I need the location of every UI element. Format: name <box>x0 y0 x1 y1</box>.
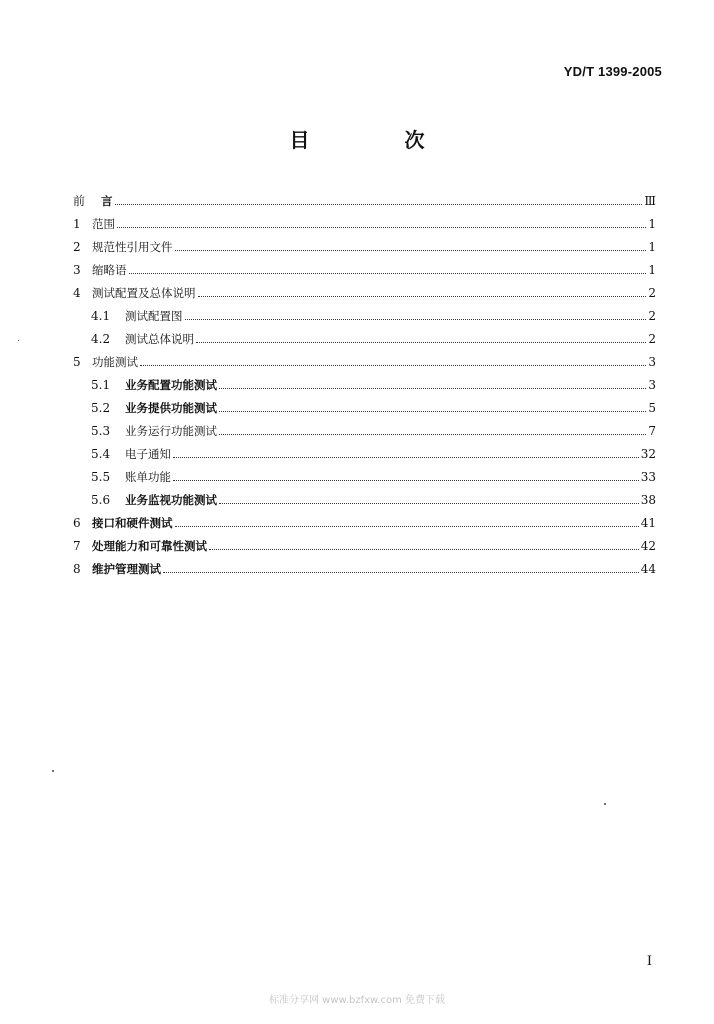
toc-entry[interactable] <box>73 212 656 235</box>
toc-entry-page: 2 <box>648 308 656 323</box>
toc-dot-leader <box>163 572 639 573</box>
toc-entry[interactable] <box>91 304 656 327</box>
scan-speck <box>604 803 606 805</box>
toc-entry[interactable] <box>91 488 656 511</box>
toc-entry[interactable] <box>91 465 656 488</box>
toc-entry-number: 2 <box>73 239 81 254</box>
toc-entry-page: 2 <box>648 285 656 300</box>
toc-entry[interactable] <box>73 557 656 580</box>
toc-entry-title: 规范性引用文件 <box>92 239 173 254</box>
toc-entry-title: 电子通知 <box>125 446 171 461</box>
toc-dot-leader <box>198 296 647 297</box>
toc-dot-leader <box>219 388 646 389</box>
toc-entry-page: 41 <box>640 515 656 530</box>
toc-entry[interactable] <box>91 442 656 465</box>
toc-entry-number: 4 <box>73 285 81 300</box>
toc-entry-title: 言 <box>101 193 113 208</box>
toc-entry-title: 业务监视功能测试 <box>125 492 217 507</box>
watermark-text: 标准分享网 www.bzfxw.com 免费下载 <box>269 995 445 1006</box>
toc-entry-page: 1 <box>648 216 656 231</box>
toc-entry-title: 测试配置图 <box>125 308 183 323</box>
toc-entry-number: 3 <box>73 262 81 277</box>
toc-entry-number: 6 <box>73 515 81 530</box>
toc-dot-leader <box>196 342 646 343</box>
toc-entry-number: 8 <box>73 561 81 576</box>
toc-entry[interactable] <box>91 396 656 419</box>
toc-entry-number: 前 <box>73 194 86 208</box>
toc-entry-page: 42 <box>640 538 656 553</box>
toc-entry-page: Ⅲ <box>644 193 656 208</box>
toc-entry-page: 2 <box>648 331 656 346</box>
toc-dot-leader <box>219 434 646 435</box>
toc-entry-page: 1 <box>648 262 656 277</box>
toc-entry-title: 缩略语 <box>92 262 127 277</box>
toc-entry-title: 维护管理测试 <box>92 561 161 576</box>
toc-entry-title: 范围 <box>92 216 115 231</box>
toc-entry-number: 4.1 <box>91 308 111 323</box>
document-code: YD/T 1399-2005 <box>563 64 662 79</box>
toc-dot-leader <box>185 319 647 320</box>
scan-speck <box>18 340 19 341</box>
toc-entry-title: 业务配置功能测试 <box>125 377 217 392</box>
toc-entry-page: 3 <box>648 377 656 392</box>
toc-entry-page: 7 <box>648 423 656 438</box>
toc-dot-leader <box>219 411 646 412</box>
toc-entry-number: 5 <box>73 354 81 369</box>
toc-dot-leader <box>175 250 647 251</box>
toc-entry-title: 接口和硬件测试 <box>92 515 173 530</box>
toc-entry[interactable] <box>73 189 656 212</box>
toc-entry-page: 32 <box>640 446 656 461</box>
toc-dot-leader <box>173 480 639 481</box>
toc-entry-title: 测试配置及总体说明 <box>92 285 196 300</box>
toc-entry-title: 处理能力和可靠性测试 <box>92 538 207 553</box>
toc-entry[interactable] <box>73 235 656 258</box>
toc-entry-number: 1 <box>73 216 81 231</box>
toc-entry[interactable] <box>91 373 656 396</box>
toc-entry-title: 业务提供功能测试 <box>125 400 217 415</box>
toc-entry-page: 38 <box>640 492 656 507</box>
toc-entry-number: 5.6 <box>91 492 111 507</box>
toc-entry-page: 44 <box>640 561 656 576</box>
toc-entry[interactable] <box>73 350 656 373</box>
toc-dot-leader <box>117 227 646 228</box>
toc-entry-number: 4.2 <box>91 331 111 346</box>
toc-entry-page: 33 <box>640 469 656 484</box>
toc-dot-leader <box>219 503 639 504</box>
toc-entry[interactable] <box>91 327 656 350</box>
toc-entry-number: 7 <box>73 538 81 553</box>
toc-dot-leader <box>115 204 643 205</box>
toc-dot-leader <box>140 365 646 366</box>
toc-entry-number: 5.4 <box>91 446 111 461</box>
toc-entry[interactable] <box>73 511 656 534</box>
toc-entry-number: 5.2 <box>91 400 111 415</box>
toc-dot-leader <box>173 457 639 458</box>
toc-entry-page: 3 <box>648 354 656 369</box>
page-number: I <box>646 954 652 969</box>
toc-entry-title: 功能测试 <box>92 354 138 369</box>
toc-dot-leader <box>175 526 639 527</box>
toc-entry-number: 5.1 <box>91 377 111 392</box>
toc-entry[interactable] <box>73 258 656 281</box>
toc-entry[interactable] <box>91 419 656 442</box>
page-title: 目 次 <box>289 128 469 152</box>
toc-dot-leader <box>129 273 647 274</box>
toc-entry-title: 业务运行功能测试 <box>125 423 217 438</box>
toc-entry-title: 测试总体说明 <box>125 331 194 346</box>
scan-speck <box>52 770 54 772</box>
toc-entry-page: 5 <box>648 400 656 415</box>
toc-entry-number: 5.5 <box>91 469 111 484</box>
toc-entry[interactable] <box>73 281 656 304</box>
toc-entry-page: 1 <box>648 239 656 254</box>
toc-dot-leader <box>209 549 639 550</box>
toc-entry-number: 5.3 <box>91 423 111 438</box>
toc-entry[interactable] <box>73 534 656 557</box>
toc-entry-title: 账单功能 <box>125 469 171 484</box>
